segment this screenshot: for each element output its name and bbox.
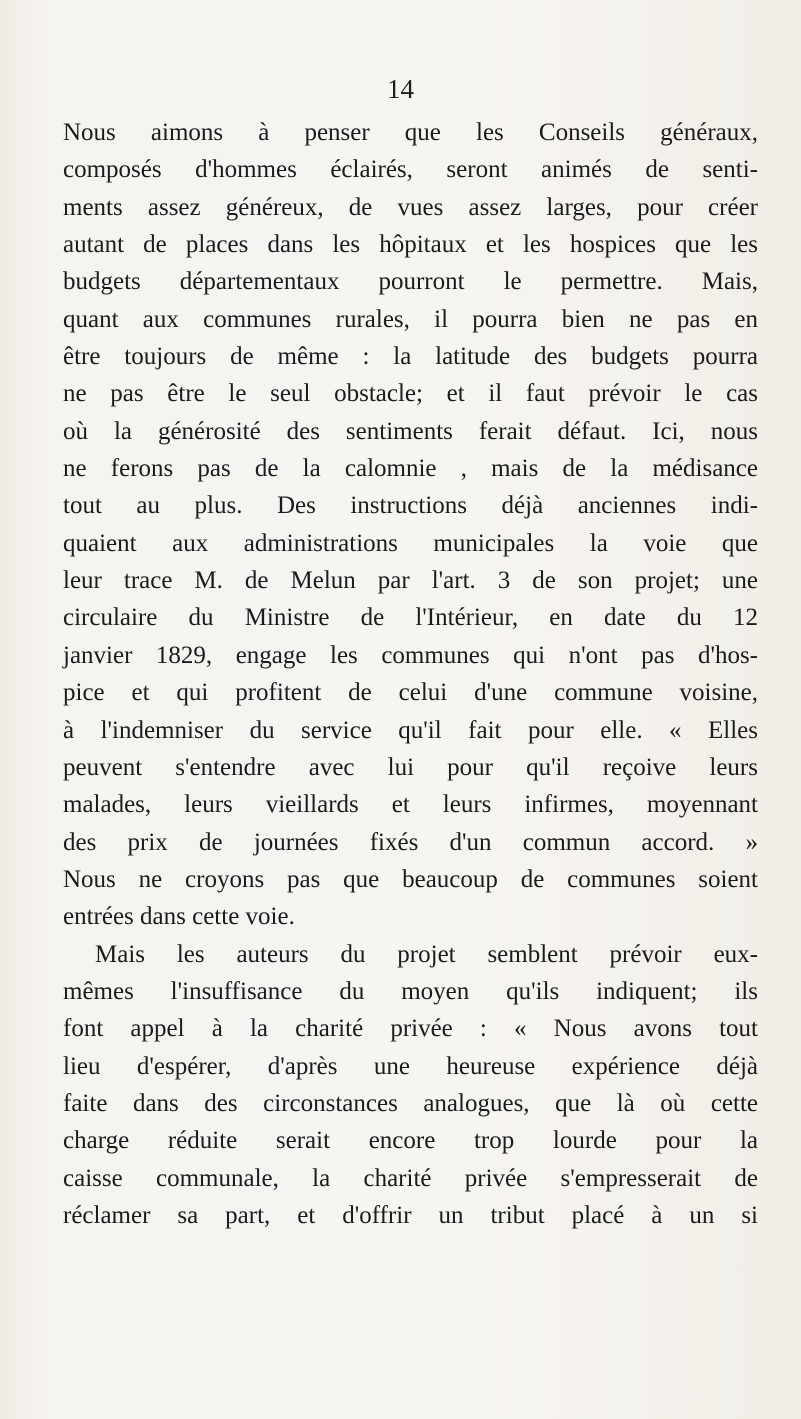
text-line: autant de places dans les hôpitaux et les hospices que les — [63, 231, 758, 259]
page-number: 14 — [387, 74, 414, 104]
body-text — [63, 114, 758, 1234]
text-line: ments assez généreux, de vues assez larges, pour créer — [63, 193, 758, 221]
text-line: malades, leurs vieillards et leurs infirmes, moyennant — [63, 791, 758, 819]
text-line: Nous aimons à penser que les Conseils généraux, — [63, 119, 758, 146]
text-line: où la générosité des sentiments ferait défaut. Ici, nous — [63, 417, 758, 445]
text-line: mêmes l'insuffisance du moyen qu'ils indiquent; ils — [63, 977, 758, 1005]
text-line: Nous ne croyons pas que beaucoup de communes soient — [63, 865, 758, 893]
text-line: leur trace M. de Melun par l'art. 3 de son projet; une — [63, 567, 758, 595]
text-line: Mais les auteurs du projet semblent prévoir eux- — [95, 940, 758, 968]
text-line: tout au plus. Des instructions déjà anciennes indi- — [63, 492, 758, 520]
text-line: quaient aux administrations municipales la voie que — [63, 529, 758, 557]
text-line: entrées dans cette voie. — [63, 903, 295, 931]
text-line: budgets départementaux pourront le permettre. Mais, — [63, 268, 758, 296]
text-line: faite dans des circonstances analogues, que là où cette — [63, 1089, 758, 1117]
text-line: caisse communale, la charité privée s'empresserait de — [63, 1164, 758, 1192]
text-line: charge réduite serait encore trop lourde pour la — [63, 1127, 758, 1155]
text-line: font appel à la charité privée : « Nous avons tout — [63, 1015, 758, 1043]
text-line: ne ferons pas de la calomnie , mais de la médisance — [63, 455, 758, 483]
text-line: janvier 1829, engage les communes qui n'ont pas d'hos- — [63, 641, 758, 669]
text-line: ne pas être le seul obstacle; et il faut prévoir le cas — [63, 380, 758, 408]
text-line: réclamer sa part, et d'offrir un tribut placé à un si — [63, 1201, 758, 1229]
text-line: à l'indemniser du service qu'il fait pour elle. « Elles — [63, 716, 758, 744]
text-line: circulaire du Ministre de l'Intérieur, en date du 12 — [63, 604, 758, 632]
text-line: des prix de journées fixés d'un commun accord. » — [63, 828, 758, 856]
text-line: pice et qui profitent de celui d'une commune voisine, — [63, 679, 758, 707]
text-line: composés d'hommes éclairés, seront animés de senti- — [63, 156, 758, 184]
text-line: être toujours de même : la latitude des budgets pourra — [63, 343, 758, 371]
text-line: peuvent s'entendre avec lui pour qu'il reçoive leurs — [63, 753, 758, 781]
text-line: quant aux communes rurales, il pourra bien ne pas en — [63, 305, 758, 333]
text-line: lieu d'espérer, d'après une heureuse expérience déjà — [63, 1052, 758, 1080]
